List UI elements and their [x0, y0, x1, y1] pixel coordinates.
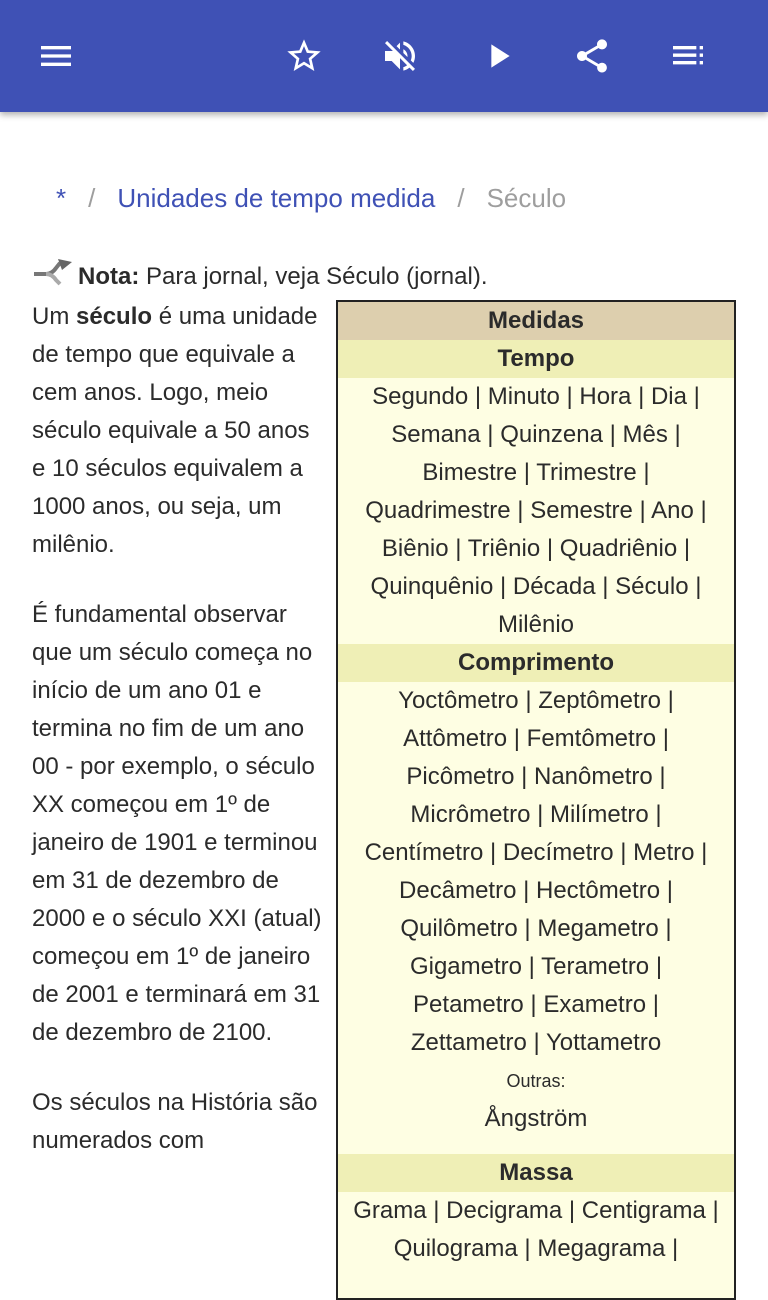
menu-icon [36, 36, 76, 76]
link-line[interactable]: Grama | Decigrama | Centigrama | [353, 1197, 719, 1224]
app-bar [0, 0, 768, 112]
link-line[interactable]: Zettametro | Yottametro [410, 1029, 662, 1056]
massa-links [338, 1192, 734, 1268]
menu-button[interactable] [28, 28, 84, 84]
share-icon [572, 36, 612, 76]
paragraph-text: é uma unidade de tempo que equivale a cem anos. Logo, meio século equivale a 50 anos e 10 séculos equivalem a 1000 anos, ou seja, um milênio. [32, 303, 318, 558]
breadcrumb-separator: / [457, 183, 465, 213]
disambiguation-note [32, 258, 752, 296]
section-heading-comprimento: Comprimento [338, 644, 734, 682]
contents-button[interactable] [660, 28, 716, 84]
paragraph-text: Um [32, 303, 76, 330]
playlist-icon [668, 36, 708, 76]
bookmark-button[interactable] [276, 28, 332, 84]
link-line[interactable]: Micrômetro | Milímetro | [410, 801, 662, 828]
link-line[interactable]: Decâmetro | Hectômetro | [399, 877, 673, 904]
breadcrumb [56, 180, 566, 216]
section-heading-massa: Massa [338, 1154, 734, 1192]
link-line[interactable]: Quadrimestre | Semestre | Ano | [365, 497, 707, 524]
note-text[interactable]: Para jornal, veja Século (jornal). [139, 263, 488, 290]
link-line[interactable]: Petametro | Exametro | [413, 991, 659, 1018]
comprimento-links [338, 682, 734, 1154]
breadcrumb-home[interactable]: * [56, 183, 67, 213]
breadcrumb-parent[interactable]: Unidades de tempo medida [117, 183, 436, 213]
mute-button[interactable] [372, 28, 428, 84]
play-button[interactable] [470, 28, 526, 84]
section-heading-tempo: Tempo [338, 340, 734, 378]
star-outline-icon [284, 36, 324, 76]
breadcrumb-separator: / [88, 183, 96, 213]
note-label: Nota: [78, 263, 140, 290]
link-line[interactable]: Milênio [497, 611, 575, 638]
breadcrumb-current: Século [486, 183, 567, 213]
play-icon [478, 36, 518, 76]
link-line[interactable]: Segundo | Minuto | Hora | Dia | [372, 383, 700, 410]
tempo-links [338, 378, 734, 644]
link-line[interactable]: Bimestre | Trimestre | [422, 459, 650, 486]
term-bold: século [76, 303, 153, 330]
paragraph-definition: É fundamental observar que um século começa no início de um ano 01 e termina no fim de um ano 00 - por exemplo, o século XX começou em 1º de janeiro de 1901 e terminou em 31 de dezembro de 2000 e o século XXI (atual) começou em 1º de janeiro de 2001 e terminará em 31 de dezembro de 2100. [32, 601, 322, 1046]
link-line[interactable]: Ångström [484, 1105, 588, 1132]
link-line[interactable]: Biênio | Triênio | Quadriênio | [381, 535, 691, 562]
link-line[interactable]: Quinquênio | Década | Século | [370, 573, 702, 600]
volume-off-icon [380, 36, 420, 76]
link-line[interactable]: Attômetro | Femtômetro | [403, 725, 669, 752]
article-body [32, 298, 322, 1192]
others-label: Outras: [506, 1071, 566, 1091]
link-line[interactable]: Quilograma | Megagrama | [393, 1235, 679, 1262]
link-line[interactable]: Gigametro | Terametro | [409, 953, 663, 980]
paragraph-numbering: Os séculos na História são numerados com [32, 1089, 318, 1154]
link-line[interactable]: Semana | Quinzena | Mês | [391, 421, 681, 448]
link-line[interactable]: Picômetro | Nanômetro | [406, 763, 666, 790]
disambiguation-icon [32, 258, 74, 288]
link-line[interactable]: Quilômetro | Megametro | [400, 915, 672, 942]
measures-infobox [336, 300, 736, 1300]
share-button[interactable] [564, 28, 620, 84]
paragraph-intro [32, 298, 322, 564]
spacer [342, 1138, 730, 1154]
link-line[interactable]: Yoctômetro | Zeptômetro | [398, 687, 674, 714]
link-line[interactable]: Centímetro | Decímetro | Metro | [364, 839, 708, 866]
infobox-title: Medidas [338, 302, 734, 340]
